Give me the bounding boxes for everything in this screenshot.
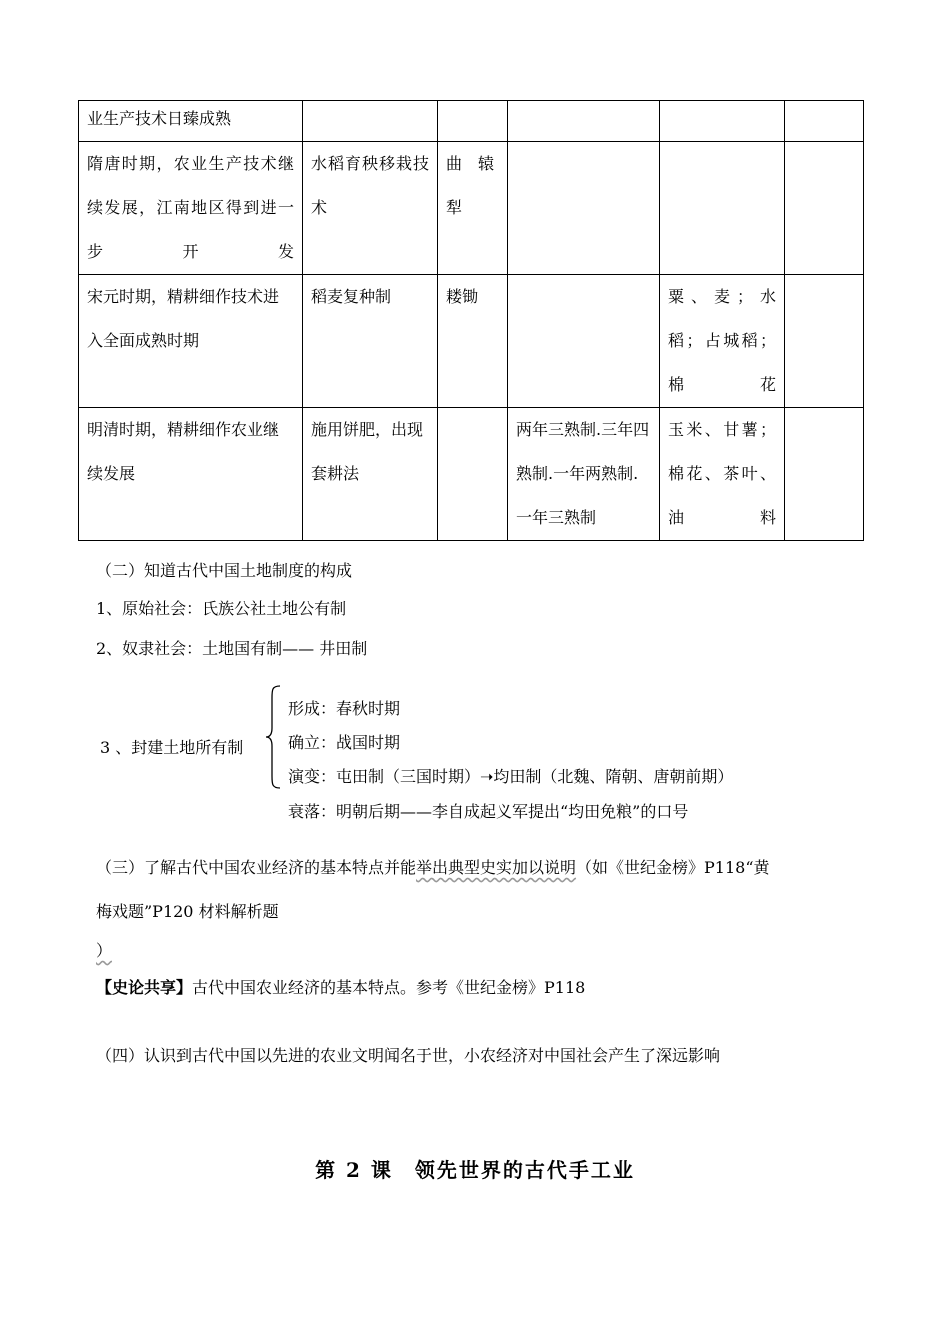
table-row xyxy=(79,408,864,541)
table-cell: 隋唐时期，农业生产技术继续发展，江南地区得到进一步开发 xyxy=(79,142,303,275)
table-cell: 业生产技术日臻成熟 xyxy=(79,101,303,142)
section-three-closing: ） xyxy=(96,941,113,960)
table-cell: 明清时期，精耕细作农业继续发展 xyxy=(79,408,303,541)
land-system-item-1: 1、原始社会：氏族公社土地公有制 xyxy=(96,599,347,618)
table-cell xyxy=(438,408,508,541)
land-system-establishment: 确立：战国时期 xyxy=(288,733,401,752)
land-system-evolution: 演变：屯田制（三国时期）➝均田制（北魏、隋朝、唐朝前期） xyxy=(288,767,734,786)
table-cell xyxy=(660,142,785,275)
table-cell: 稻麦复种制 xyxy=(303,275,438,408)
table-cell xyxy=(785,408,864,541)
table-row xyxy=(79,275,864,408)
section-two-heading: （二）知道古代中国土地制度的构成 xyxy=(96,561,353,580)
table-cell: 宋元时期，精耕细作技术进入全面成熟时期 xyxy=(79,275,303,408)
table-cell: 耧锄 xyxy=(438,275,508,408)
land-system-decline: 衰落：明朝后期——李自成起义军提出“均田免粮”的口号 xyxy=(288,802,689,821)
table-cell: 两年三熟制.三年四熟制.一年两熟制.一年三熟制 xyxy=(508,408,660,541)
table-cell xyxy=(508,275,660,408)
table-cell xyxy=(508,101,660,142)
table-cell xyxy=(785,101,864,142)
agriculture-table xyxy=(78,100,864,541)
table-cell xyxy=(785,142,864,275)
table-row xyxy=(79,142,864,275)
history-share-text: 古代中国农业经济的基本特点。参考《世纪金榜》P118 xyxy=(192,978,586,997)
section-three-wavy-text: 举出典型史实加以说明 xyxy=(416,858,577,877)
table-cell xyxy=(660,101,785,142)
table-cell: 水稻育秧移栽技术 xyxy=(303,142,438,275)
section-three-reference: （如《世纪金榜》P118“黄 xyxy=(576,858,770,877)
curly-brace-icon xyxy=(264,684,284,790)
section-three-text: （三）了解古代中国农业经济的基本特点并能 xyxy=(96,858,417,877)
section-three-continued: 梅戏题”P120 材料解析题 xyxy=(96,902,279,921)
section-four-heading: （四）认识到古代中国以先进的农业文明闻名于世，小农经济对中国社会产生了深远影响 xyxy=(96,1046,721,1065)
table-cell xyxy=(303,101,438,142)
table-cell xyxy=(508,142,660,275)
table-cell: 施用饼肥，出现套耕法 xyxy=(303,408,438,541)
lesson-title: 第 2 课 领先世界的古代手工业 xyxy=(315,1158,635,1182)
table-cell: 粟、麦；水稻；占城稻；棉花 xyxy=(660,275,785,408)
table-cell xyxy=(785,275,864,408)
land-system-item-2: 2、奴隶社会：土地国有制—— 井田制 xyxy=(96,639,368,658)
land-system-item-3: 3 、封建土地所有制 xyxy=(100,738,244,757)
land-system-formation: 形成：春秋时期 xyxy=(288,699,401,718)
table-cell: 玉米、甘薯；棉花、茶叶、油料 xyxy=(660,408,785,541)
table-cell xyxy=(438,101,508,142)
section-three-heading xyxy=(96,855,770,878)
history-share-note xyxy=(96,975,585,998)
table-cell: 曲 辕犁 xyxy=(438,142,508,275)
history-share-tag: 【史论共享】 xyxy=(96,978,193,997)
table-row xyxy=(79,101,864,142)
